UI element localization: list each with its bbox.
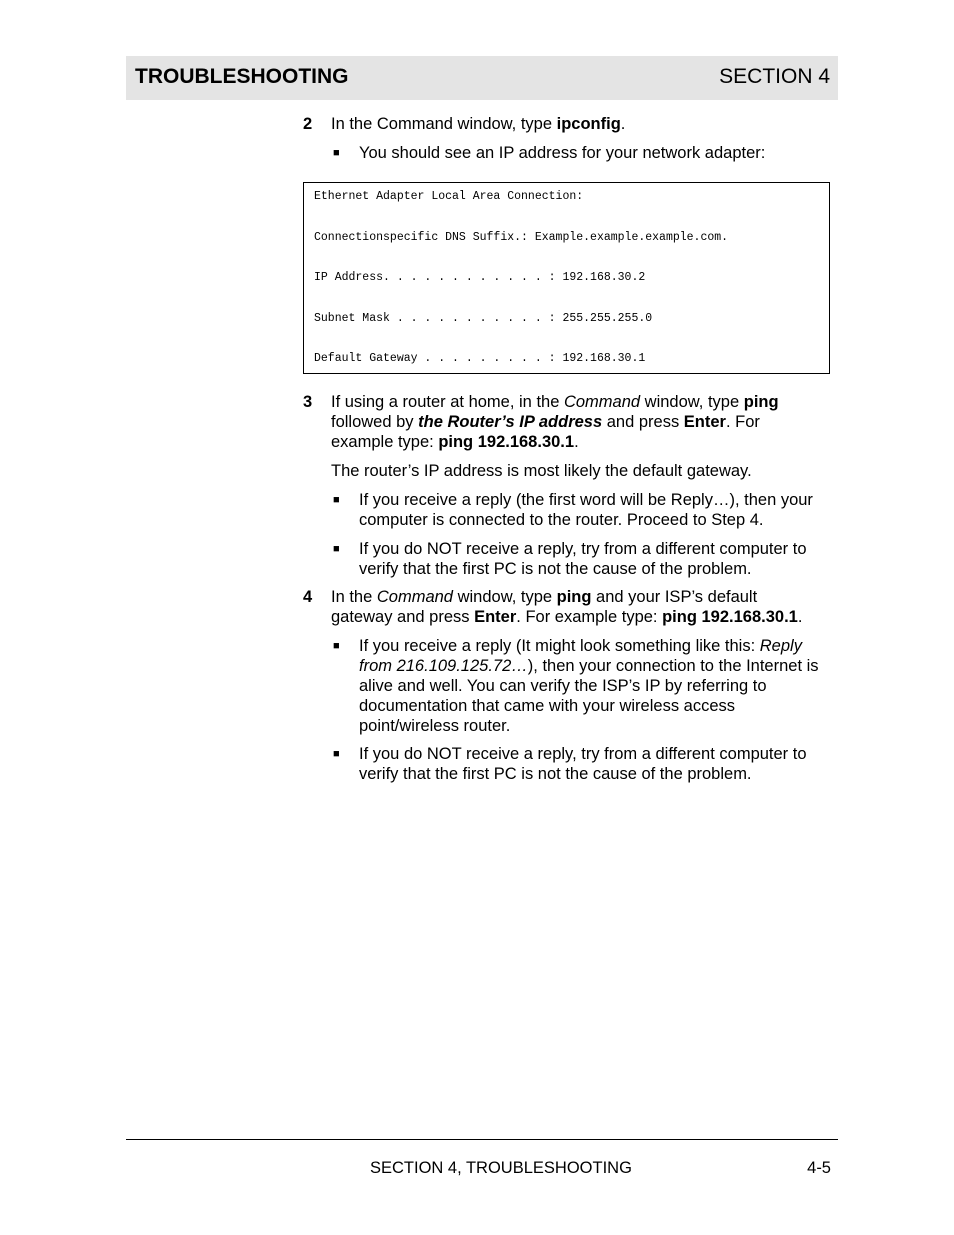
ipconfig-output-box bbox=[303, 182, 830, 374]
step-2-bullet: ■ You should see an IP address for your network adapter: bbox=[333, 144, 766, 162]
page-number: 4-5 bbox=[807, 1159, 831, 1177]
step-number: 4 bbox=[303, 588, 313, 606]
step-number: 2 bbox=[303, 115, 313, 133]
code-line: Subnet Mask . . . . . . . . . . . : 255.255.255.0 bbox=[314, 312, 653, 325]
step-3-note: The router’s IP address is most likely the default gateway. bbox=[331, 462, 752, 480]
header-title: TROUBLESHOOTING bbox=[135, 65, 349, 88]
step-text: In the Command window, type ipconfig. bbox=[331, 115, 626, 133]
step-text: In the Command window, type ping and your ISP’s default gateway and press Enter. For example type: ping 192.168.30.1. bbox=[331, 588, 803, 626]
step-number: 3 bbox=[303, 393, 313, 411]
bullet-icon: ■ bbox=[333, 494, 340, 506]
header-section: SECTION 4 bbox=[719, 65, 830, 88]
footer-divider bbox=[126, 1139, 838, 1140]
code-line: Connectionspecific DNS Suffix.: Example.example.example.com. bbox=[314, 231, 729, 244]
code-line: IP Address. . . . . . . . . . . . : 192.168.30.2 bbox=[314, 271, 646, 284]
step-4-bullet-1: ■ If you receive a reply (It might look something like this: Reply from 216.109.125.72…), then your connection to the Internet is alive and well. You can verify the ISP’s IP by referring to documentation that came with your wireless access point/wireless router. bbox=[333, 637, 819, 735]
bullet-icon: ■ bbox=[333, 640, 340, 652]
bullet-icon: ■ bbox=[333, 147, 340, 159]
step-3 bbox=[303, 392, 833, 452]
bullet-icon: ■ bbox=[333, 748, 340, 760]
code-line: Ethernet Adapter Local Area Connection: bbox=[314, 190, 584, 203]
step-2 bbox=[303, 114, 833, 134]
step-4-bullet-2: ■ If you do NOT receive a reply, try from a different computer to verify that the first PC is not the cause of the problem. bbox=[333, 745, 807, 783]
step-3-bullet-1: ■ If you receive a reply (the first word will be Reply…), then your computer is connected to the router. Proceed to Step 4. bbox=[333, 491, 813, 529]
code-line: Default Gateway . . . . . . . . . : 192.168.30.1 bbox=[314, 352, 646, 365]
step-4 bbox=[303, 587, 833, 627]
page-header bbox=[126, 56, 838, 100]
footer-title: SECTION 4, TROUBLESHOOTING bbox=[370, 1159, 632, 1177]
step-text: If using a router at home, in the Command window, type ping followed by the Router’s IP address and press Enter. For example type: ping 192.168.30.1. bbox=[331, 393, 779, 451]
bullet-icon: ■ bbox=[333, 543, 340, 555]
step-3-bullet-2: ■ If you do NOT receive a reply, try from a different computer to verify that the first PC is not the cause of the problem. bbox=[333, 540, 807, 578]
